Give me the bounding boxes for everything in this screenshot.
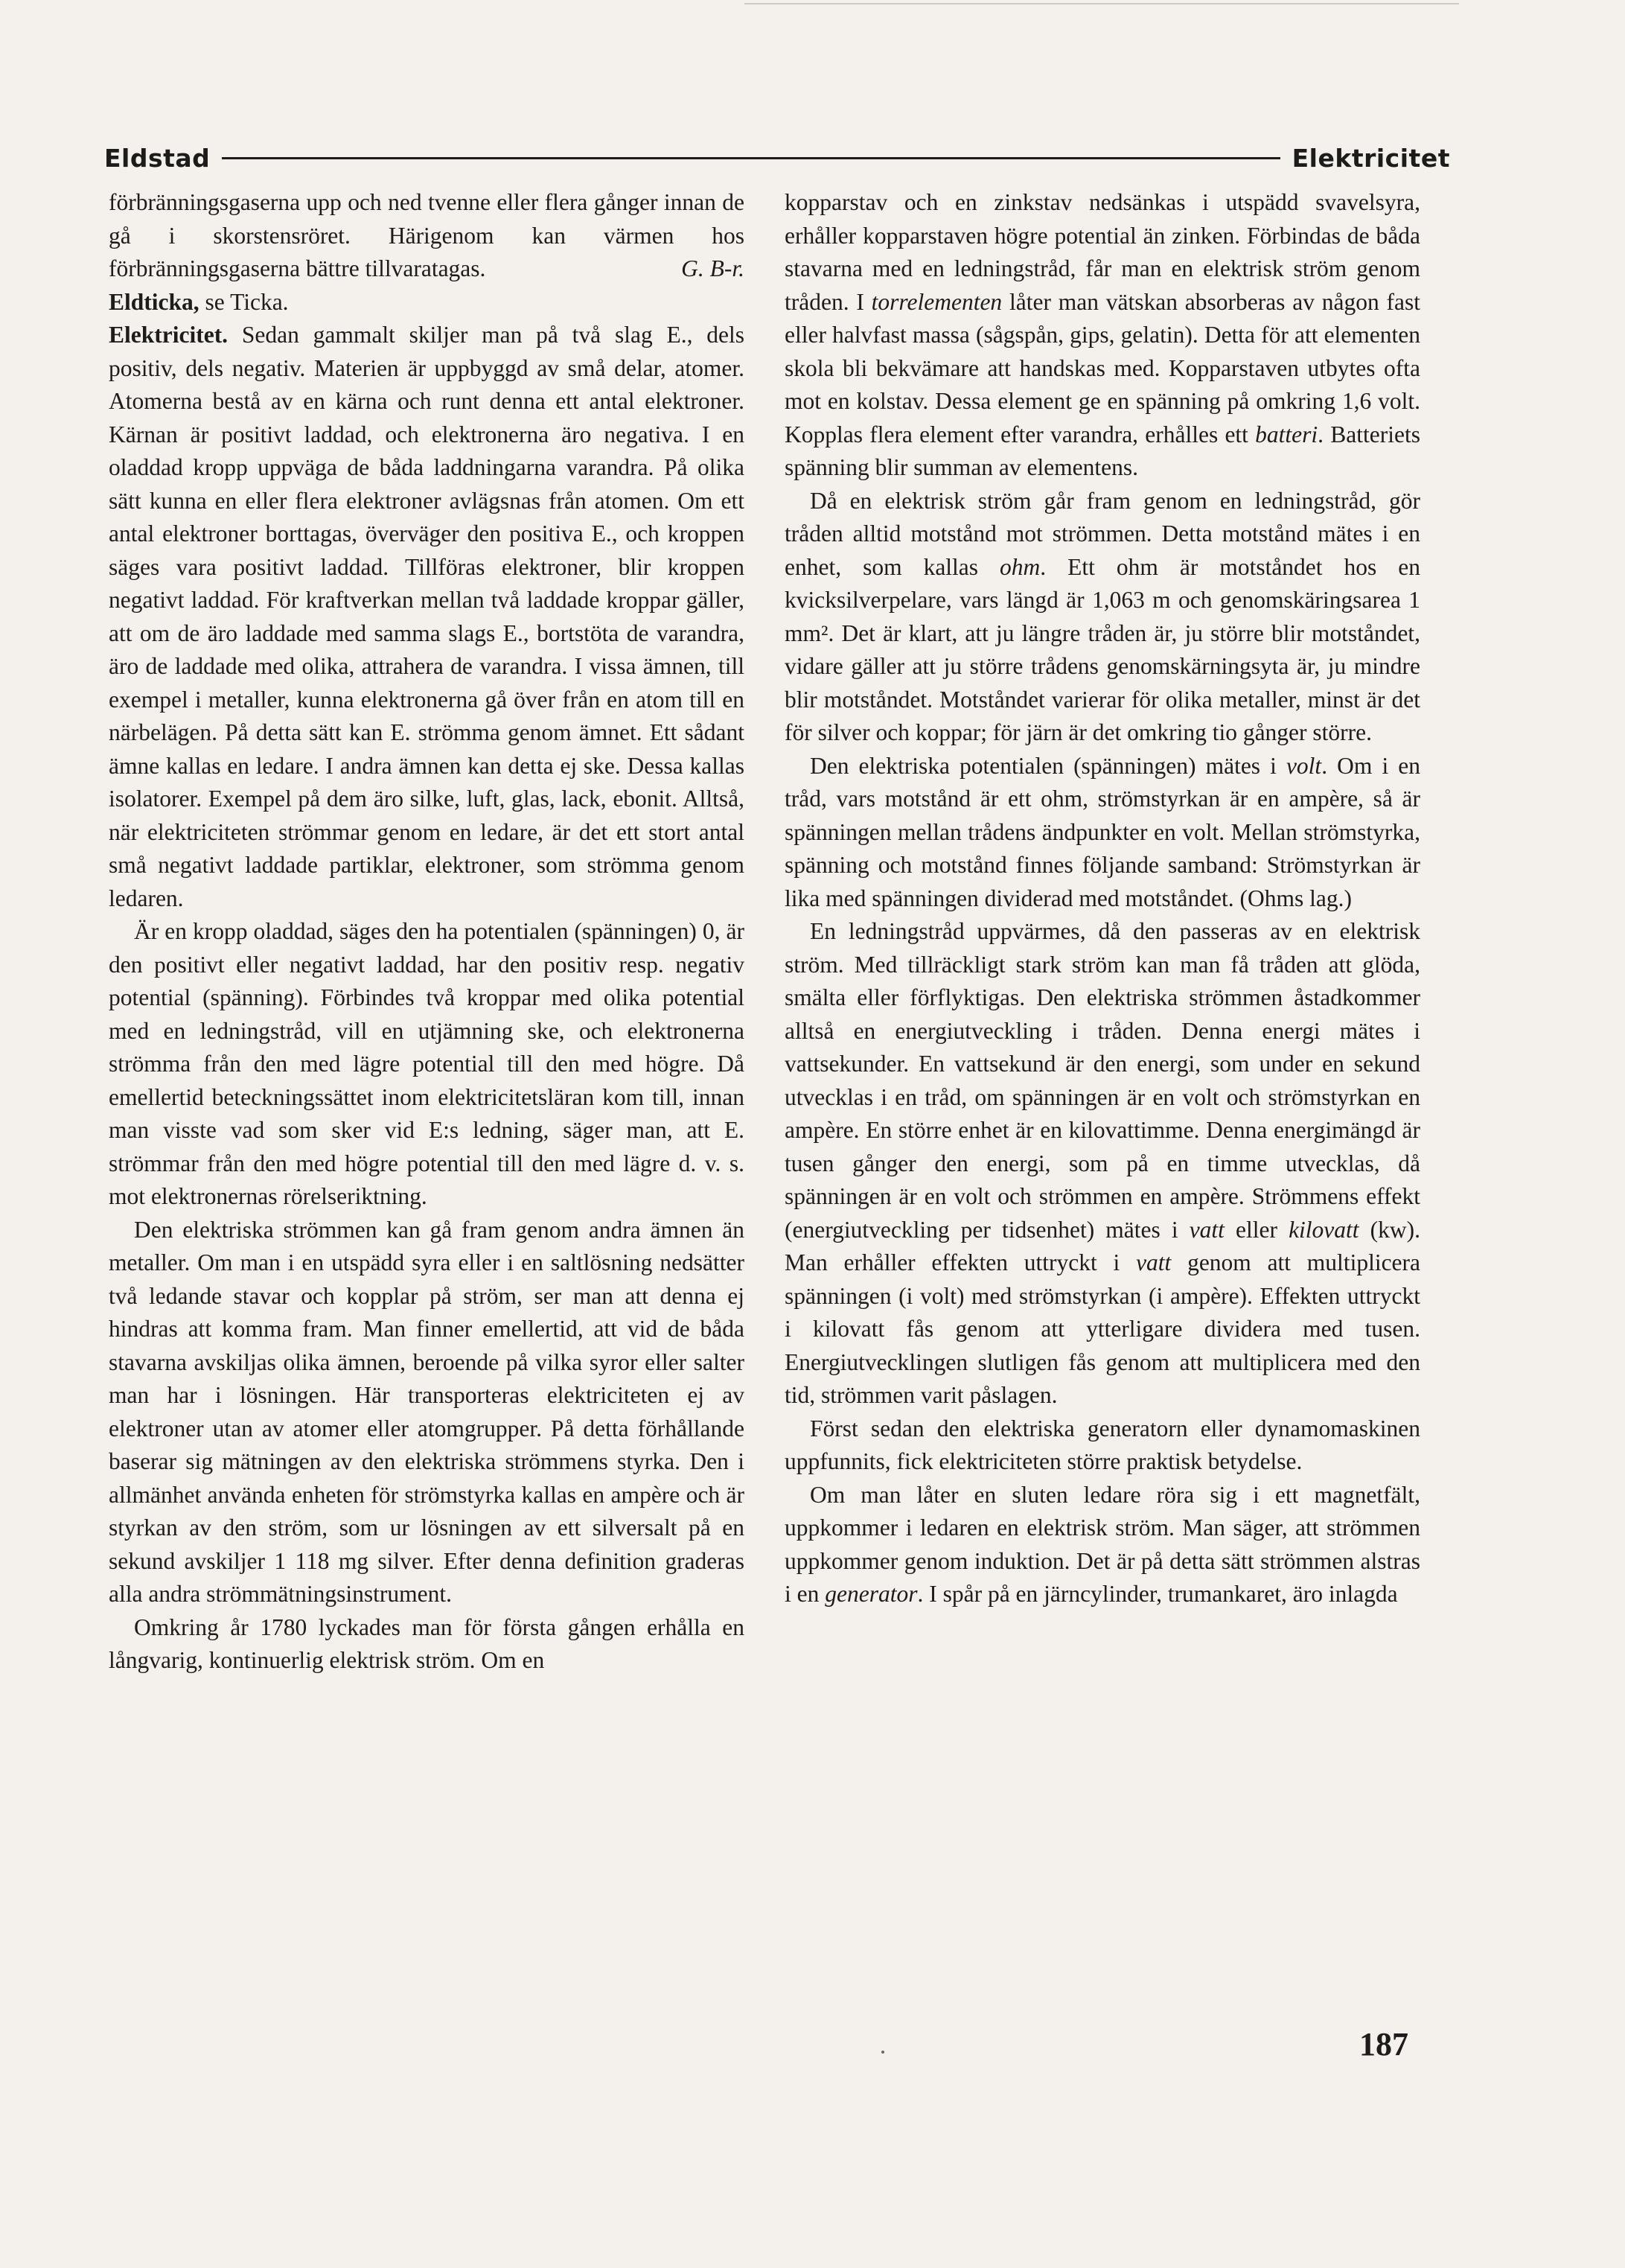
italic-term: vatt bbox=[1189, 1216, 1225, 1243]
entry-eldticka bbox=[109, 286, 744, 319]
paragraph-text: . Ett ohm är motståndet hos en kvicksilverpelare, vars längd är 1,063 m och genomskäringsarea 1 mm². Det är klart, att ju längre tråden är, ju större blir motståndet, vidare gäller att ju större trådens genomskärningsyta är, ju mindre blir motståndet. Motståndet varierar för olika metaller, minst är det för silver och koppar; för järn är det omkring tio gånger större. bbox=[785, 553, 1420, 745]
entry-term: Elektricitet. bbox=[109, 322, 229, 348]
continuation-paragraph bbox=[109, 186, 744, 286]
left-column bbox=[109, 186, 744, 1678]
entry-term: Eldticka, bbox=[109, 288, 199, 315]
page-number: 187 bbox=[1359, 2026, 1408, 2062]
author-signature: G. B-r. bbox=[681, 255, 744, 281]
body-paragraph: Den elektriska strömmen kan gå fram genom andra ämnen än metaller. Om man i en utspädd syra eller i en saltlösning nedsätter två ledande stavar och kopplar på ström, ser man att denna ej hindras att komma fram. Man finner emellertid, att vid de båda stavarna avskiljas olika ämnen, beroende på vilka syror eller salter man har i lösningen. Här transporteras elektriciteten ej av elektroner utan av atomer eller atomgrupper. På detta förhållande baserar sig mätningen av den elektriska strömmens styrka. Den i allmänhet använda enheten för strömstyrka kallas en ampère och är styrkan av den ström, som ur lösningen av ett silversalt på en sekund avskiljer 1 118 mg silver. Efter denna definition graderas alla andra strömmätningsinstrument. bbox=[109, 1216, 744, 1607]
body-paragraph bbox=[785, 1412, 1420, 1479]
running-head-right: Elektricitet bbox=[1292, 143, 1450, 173]
continuation-paragraph bbox=[785, 186, 1420, 485]
paragraph-text: En ledningstråd uppvärmes, då den passeras av en elektrisk ström. Med tillräckligt stark ström kan man få tråden att glöda, smälta eller förflyktigas. Den elektriska strömmen åstadkommer alltså en energiutveckling i tråden. Denna energi mätes i vattsekunder. En vattsekund är den energi, som under en sekund utvecklas i en tråd, om spänningen är en volt och strömstyrkan en ampère. En större enhet är en kilovattimme. Denna energimängd är tusen gånger den energi, som på en timme utvecklas, då spänningen är en volt och strömmen en ampère. Strömmens effekt (energiutveckling per tidsenhet) mätes i bbox=[785, 918, 1420, 1243]
scan-edge-mark bbox=[744, 3, 1459, 4]
print-speck bbox=[881, 2051, 884, 2054]
italic-term: batteri bbox=[1255, 421, 1318, 447]
paragraph-text: (kw). Man erhåller effekten uttryckt i bbox=[785, 1216, 1420, 1275]
entry-elektricitet bbox=[109, 319, 744, 915]
paragraph-text: . Batteriets spänning blir summan av elementens. bbox=[785, 421, 1420, 480]
paragraph-text: eller bbox=[1224, 1216, 1289, 1243]
italic-term: ohm bbox=[1000, 553, 1041, 580]
paragraph-text: Då en elektrisk ström går fram genom en ledningstråd, gör tråden alltid motstånd mot strömmen. Detta motstånd mätes i en enhet, som kallas bbox=[785, 487, 1420, 580]
entry-text: se Ticka. bbox=[199, 288, 289, 315]
paragraph-text: Först sedan den elektriska generatorn eller dynamomaskinen uppfunnits, fick elektriciteten större praktisk betydelse. bbox=[785, 1415, 1420, 1474]
paragraph-text: förbränningsgaserna upp och ned tvenne eller flera gånger innan de gå i skorstensröret. Härigenom kan värmen hos förbränningsgaserna bättre tillvaratagas. bbox=[109, 189, 744, 281]
italic-term: vatt bbox=[1136, 1249, 1172, 1275]
paragraph-text: . I spår på en järncylinder, trumankaret, äro inlagda bbox=[917, 1581, 1398, 1607]
body-paragraph bbox=[785, 485, 1420, 750]
body-paragraph bbox=[785, 750, 1420, 916]
paragraph-text: Om man låter en sluten ledare röra sig i ett magnetfält, uppkommer i ledaren en elektrisk ström. Man säger, att strömmen uppkommer genom induktion. Det är på detta sätt strömmen alstras i en bbox=[785, 1481, 1420, 1607]
body-paragraph bbox=[785, 1479, 1420, 1611]
paragraph-text: kopparstav och en zinkstav nedsänkas i utspädd svavelsyra, erhåller kopparstaven högre potential än zinken. Förbindas de båda stavarna med en ledningstråd, får man en elektrisk ström genom tråden. I bbox=[785, 189, 1420, 315]
right-column bbox=[785, 186, 1420, 1611]
running-head bbox=[104, 137, 1450, 179]
paragraph-text: . Om i en tråd, vars motstånd är ett ohm, strömstyrkan är en ampère, så är spänningen mellan trådens ändpunkter en volt. Mellan strömstyrka, spänning och motstånd finnes följande samband: Strömstyrkan är lika med spänningen dividerad med motståndet. (Ohms lag.) bbox=[785, 752, 1421, 911]
paragraph-text: Den elektriska potentialen (spänningen) mätes i bbox=[810, 752, 1286, 779]
body-paragraph bbox=[785, 915, 1420, 1412]
italic-term: volt bbox=[1286, 752, 1322, 779]
header-rule bbox=[222, 157, 1280, 159]
paragraph-text: låter man vätskan absorberas av någon fast eller halvfast massa (sågspån, gips, gelatin). Detta för att elementen skola bli bekvämare att handskas med. Kopparstaven utbytes ofta mot en kolstav. Dessa element ge en spänning på omkring 1,6 volt. Kopplas flera element efter varandra, erhålles ett bbox=[785, 288, 1420, 447]
body-paragraph: Omkring år 1780 lyckades man för första gången erhålla en långvarig, kontinuerlig elektrisk ström. Om en bbox=[109, 1614, 744, 1673]
body-paragraph: Är en kropp oladdad, säges den ha potentialen (spänningen) 0, är den positivt eller negativt laddad, har den positiv resp. negativ potential (spänning). Förbindes två kroppar med olika potential med en ledningstråd, vill en utjämning ske, och elektronerna strömma från den med lägre potential till den med högre. Då emellertid beteckningssättet inom elektricitetsläran kom till, innan man visste vad som sker vid E:s ledning, säger man, att E. strömmar från den med högre potential till den med lägre d. v. s. mot elektronernas rörelseriktning. bbox=[109, 918, 744, 1209]
italic-term: kilovatt bbox=[1289, 1216, 1359, 1243]
entry-text: Sedan gammalt skiljer man på två slag E., dels positiv, dels negativ. Materien är uppbyggd av små delar, atomer. Atomerna bestå av en kärna och runt denna ett antal elektroner. Kärnan är positivt laddad, och elektronerna äro negativa. I en oladdad kropp uppväga de båda laddningarna varandra. På olika sätt kunna en eller flera elektroner avlägsnas från atomen. Om ett antal elektroner borttagas, överväger den positiva E., och kroppen säges vara positivt laddad. Tillföras elektroner, blir kroppen negativt laddad. För kraftverkan mellan två laddade kroppar gäller, att om de äro laddade med samma slags E., bortstöta de varandra, äro de laddade med olika, attrahera de varandra. I vissa ämnen, till exempel i metaller, kunna elektronerna gå över från en atom till en närbelägen. På detta sätt kan E. strömma genom ämnet. Ett sådant ämne kallas en ledare. I andra ämnen kan detta ej ske. Dessa kallas isolatorer. Exempel på dem äro silke, luft, glas, lack, ebonit. Alltså, när elektriciteten strömmar genom en ledare, är det ett stort antal små negativt laddade partiklar, elektroner, som strömma genom ledaren. bbox=[109, 322, 744, 911]
running-head-left: Eldstad bbox=[104, 143, 211, 173]
italic-term: torrelementen bbox=[871, 288, 1003, 315]
italic-term: generator bbox=[825, 1581, 918, 1607]
paragraph-text: genom att multiplicera spänningen (i volt) med strömstyrkan (i ampère). Effekten uttryckt i kilovatt fås genom att ytterligare dividera med tusen. Energiutvecklingen slutligen fås genom att multiplicera med den tid, strömmen varit påslagen. bbox=[785, 1249, 1421, 1408]
